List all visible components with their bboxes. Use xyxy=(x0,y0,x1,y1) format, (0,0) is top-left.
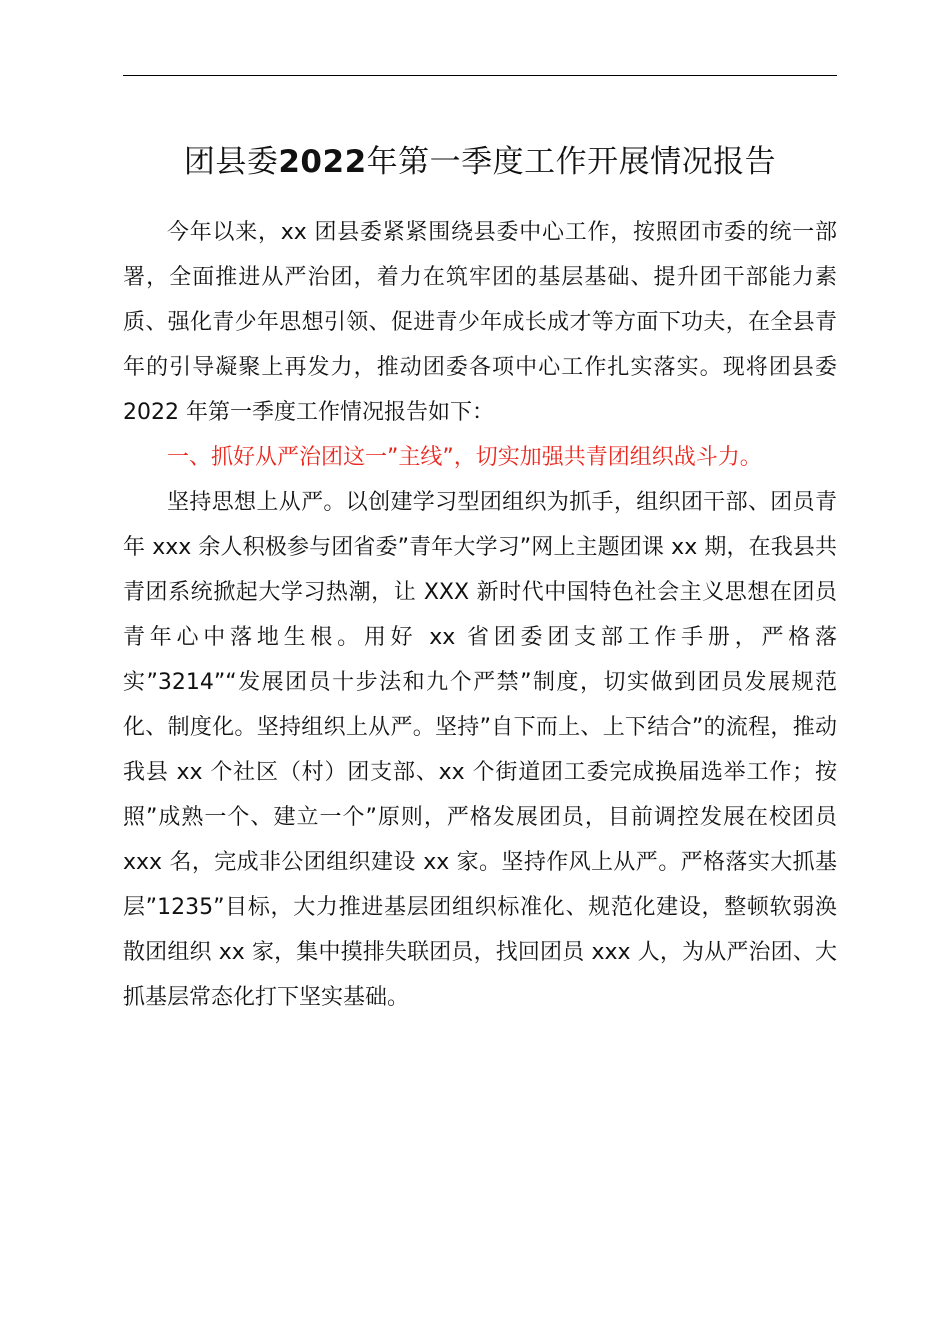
title-prefix: 团县委 xyxy=(183,144,279,180)
title-year: 2022 xyxy=(278,144,367,180)
document-title xyxy=(123,140,837,184)
document-body xyxy=(123,210,837,1020)
intro-paragraph: 今年以来，xx 团县委紧紧围绕县委中心工作，按照团市委的统一部署，全面推进从严治团，着力在筑牢团的基层基础、提升团干部能力素质、强化青少年思想引领、促进青少年成长成才等方面下功夫，在全县青年的引导凝聚上再发力，推动团委各项中心工作扎实落实。现将团县委 2022 年第一季度工作情况报告如下： xyxy=(123,220,837,425)
body-paragraph: 坚持思想上从严。以创建学习型团组织为抓手，组织团干部、团员青年 xxx 余人积极参与团省委”青年大学习”网上主题团课 xx 期，在我县共青团系统掀起大学习热潮，让 XXX 新时代中国特色社会主义思想在团员青年心中落地生根。用好 xx 省团委团支部工作手册，严格落实”3214”“发展团员十步法和九个严禁”制度，切实做到团员发展规范化、制度化。坚持组织上从严。坚持”自下而上、上下结合”的流程，推动我县 xx 个社区（村）团支部、xx 个街道团工委完成换届选举工作；按照”成熟一个、建立一个”原则，严格发展团员，目前调控发展在校团员 xxx 名，完成非公团组织建设 xx 家。坚持作风上从严。严格落实大抓基层”1235”目标，大力推进基层团组织标准化、规范化建设，整顿软弱涣散团组织 xx 家，集中摸排失联团员，找回团员 xxx 人，为从严治团、大抓基层常态化打下坚实基础。 xyxy=(123,490,837,1010)
title-suffix: 年第一季度工作开展情况报告 xyxy=(366,144,777,180)
header-rule xyxy=(123,75,837,76)
section-heading-1: 一、抓好从严治团这一”主线”，切实加强共青团组织战斗力。 xyxy=(167,445,762,470)
